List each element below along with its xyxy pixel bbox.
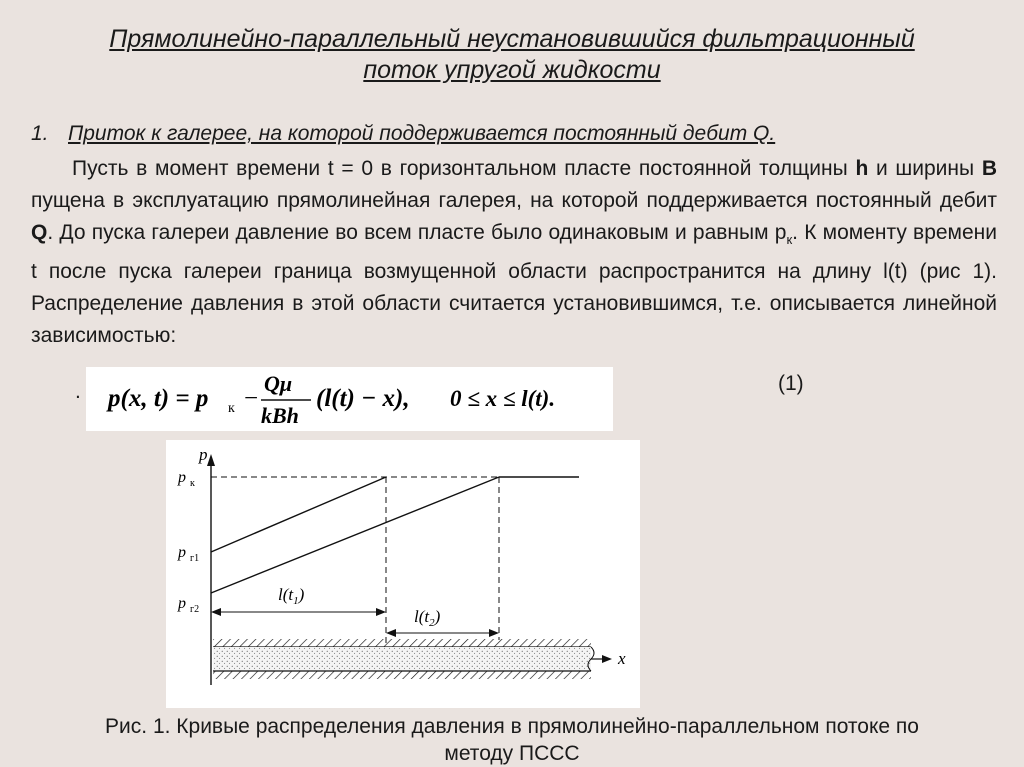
pk-subscript: к xyxy=(786,232,793,248)
label-pg1: p xyxy=(178,544,186,561)
formula-numerator: Qμ xyxy=(264,371,293,396)
x-axis-arrow xyxy=(602,655,612,663)
formula-image xyxy=(86,367,613,431)
label-l-t1: $l(t_1)$ xyxy=(278,585,305,607)
section-heading xyxy=(31,122,991,146)
x-axis-label: x xyxy=(618,649,626,668)
slide-title xyxy=(0,24,1024,86)
symbol-B: B xyxy=(981,157,997,180)
label-pk: p xyxy=(178,469,186,486)
formula-lhs-sub: к xyxy=(228,401,235,416)
section-heading-text: Приток к галерее, на которой поддерживается постоянный дебит Q. xyxy=(68,122,776,145)
formula-range: 0 ≤ x ≤ l(t). xyxy=(450,386,556,411)
porous-layer xyxy=(213,647,591,671)
title-line-1: Прямолинейно-параллельный неустановившийся фильтрационный xyxy=(109,25,915,53)
pressure-distribution-figure xyxy=(166,440,640,708)
layer-bottom-hatch xyxy=(213,671,591,679)
para-text-4: . До пуска галереи давление во всем пласте было одинаковым и равным р xyxy=(47,221,787,244)
label-pg1-sub: г1 xyxy=(190,553,200,564)
label-pk-sub: к xyxy=(190,478,195,489)
para-text-1: Пусть в момент времени t = 0 в горизонтальном пласте постоянной толщины xyxy=(72,157,848,180)
formula-dot: . xyxy=(75,380,81,403)
formula-minus: − xyxy=(244,385,259,412)
formula-denominator: kBh xyxy=(261,403,299,428)
layer-top-hatch xyxy=(213,639,591,647)
equation-number: (1) xyxy=(778,372,804,395)
figure-caption xyxy=(0,713,1024,767)
para-text-3: пущена в эксплуатацию прямолинейная галерея, на которой поддерживается постоянный дебит xyxy=(31,189,997,212)
y-axis-label: p xyxy=(199,445,208,464)
label-pg2-sub: г2 xyxy=(190,604,200,615)
formula-lhs: p(x, t) = p xyxy=(108,385,209,412)
label-l-t2: $l(t_2)$ xyxy=(414,607,441,629)
title-line-2: поток упругой жидкости xyxy=(363,56,661,84)
formula-tail: (l(t) − x), xyxy=(316,385,410,412)
pressure-line-t1 xyxy=(211,477,386,552)
symbol-Q: Q xyxy=(31,221,48,244)
para-text-2: и ширины xyxy=(868,157,982,180)
label-pg2: p xyxy=(178,595,186,612)
y-axis-arrow xyxy=(207,454,215,466)
pressure-line-t2 xyxy=(211,477,499,593)
section-number: 1. xyxy=(31,122,49,145)
caption-line-2: методу ПССС xyxy=(444,742,580,765)
para-text-5: . К моменту времени t после пуска галереи граница возмущенной области распространится на длину l(t) (рис 1). Распределение давления в этой области считается установившимся, т.е. описывается линейной зависимостью: xyxy=(31,221,998,348)
caption-line-1: Рис. 1. Кривые распределения давления в прямолинейно-параллельном потоке по xyxy=(105,715,919,738)
symbol-h: h xyxy=(855,157,869,180)
body-paragraph xyxy=(31,153,997,352)
